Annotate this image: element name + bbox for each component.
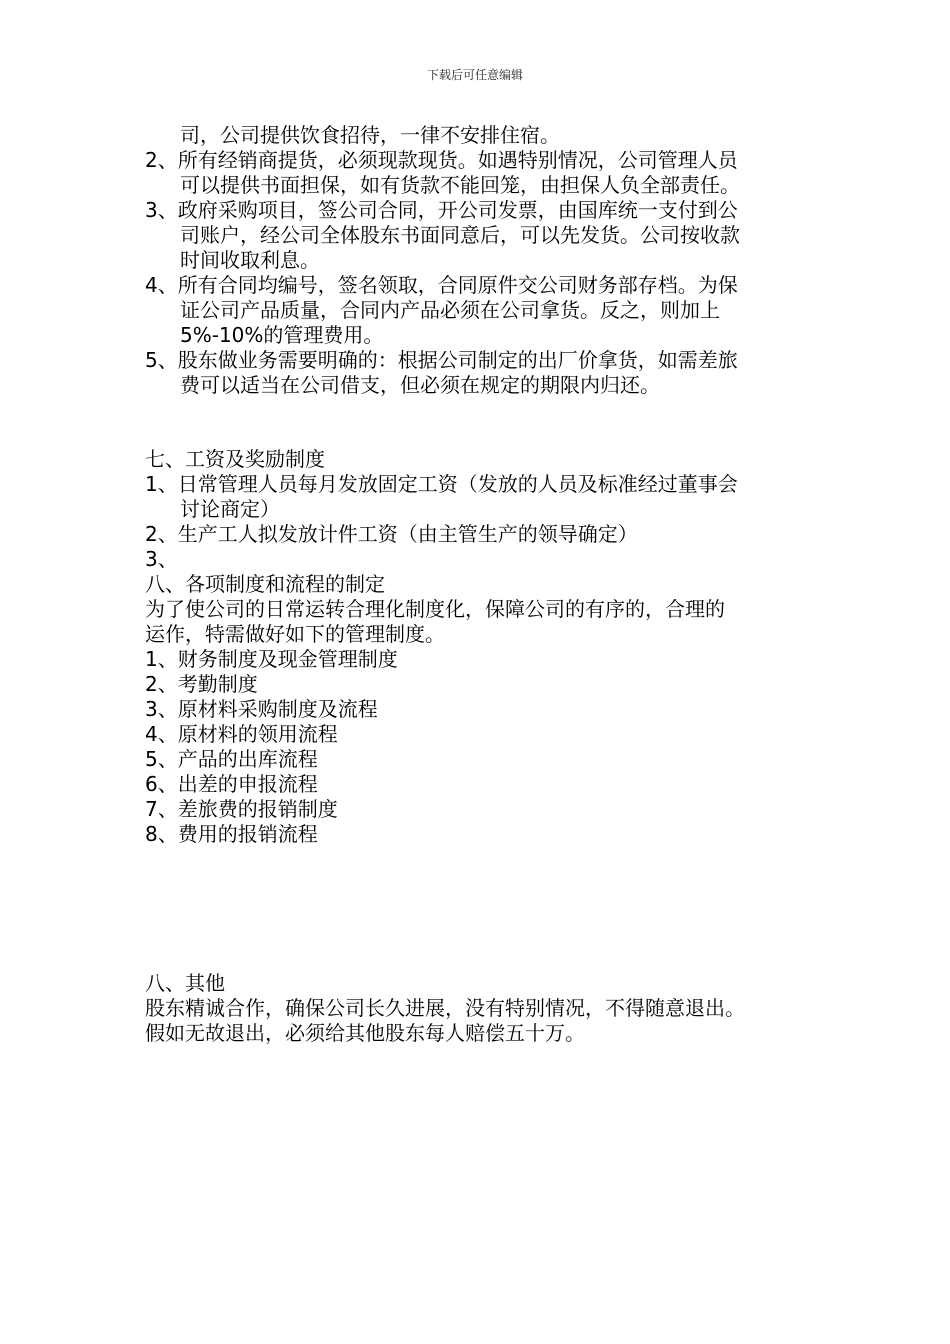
list-item-5-continuation: 费可以适当在公司借支，但必须在规定的期限内归还。 xyxy=(180,373,660,397)
list-item-2: 2、生产工人拟发放计件工资（由主管生产的领导确定） xyxy=(145,522,638,546)
list-item: 3、原材料采购制度及流程 xyxy=(145,697,378,721)
list-item: 8、费用的报销流程 xyxy=(145,822,318,846)
list-item-3-continuation: 时间收取利息。 xyxy=(180,248,320,272)
list-item-continuation: 司，公司提供饮食招待，一律不安排住宿。 xyxy=(180,123,560,147)
list-item-1: 1、日常管理人员每月发放固定工资（发放的人员及标准经过董事会 xyxy=(145,472,738,496)
section-heading-procedures: 八、各项制度和流程的制定 xyxy=(145,572,385,596)
section-heading-other: 八、其他 xyxy=(145,971,225,995)
list-item-2: 2、所有经销商提货，必须现款现货。如遇特别情况，公司管理人员 xyxy=(145,148,738,172)
section-intro: 为了使公司的日常运转合理化制度化，保障公司的有序的，合理的 xyxy=(145,597,725,621)
list-item: 6、出差的申报流程 xyxy=(145,772,318,796)
page-header: 下载后可任意编辑 xyxy=(426,68,523,82)
list-item-3-continuation: 司账户，经公司全体股东书面同意后，可以先发货。公司按收款 xyxy=(180,223,740,247)
list-item: 2、考勤制度 xyxy=(145,672,258,696)
list-item: 5、产品的出库流程 xyxy=(145,747,318,771)
list-item-5: 5、股东做业务需要明确的：根据公司制定的出厂价拿货，如需差旅 xyxy=(145,348,738,372)
list-item-4: 4、所有合同均编号，签名领取，合同原件交公司财务部存档。为保 xyxy=(145,273,738,297)
section-intro-continuation: 运作，特需做好如下的管理制度。 xyxy=(145,622,445,646)
list-item: 4、原材料的领用流程 xyxy=(145,722,338,746)
list-item-2-continuation: 可以提供书面担保，如有货款不能回笼，由担保人负全部责任。 xyxy=(180,173,740,197)
list-item-3: 3、 xyxy=(145,547,178,571)
list-item-3: 3、政府采购项目，签公司合同，开公司发票，由国库统一支付到公 xyxy=(145,198,738,222)
list-item-4-continuation: 证公司产品质量，合同内产品必须在公司拿货。反之，则加上 xyxy=(180,298,720,322)
section-heading-wages: 七、工资及奖励制度 xyxy=(145,447,325,471)
list-item: 7、差旅费的报销制度 xyxy=(145,797,338,821)
list-item-4-continuation: 5%-10%的管理费用。 xyxy=(180,323,384,347)
paragraph-continuation: 假如无故退出，必须给其他股东每人赔偿五十万。 xyxy=(145,1021,585,1045)
list-item-1-continuation: 讨论商定） xyxy=(180,497,280,521)
paragraph: 股东精诚合作，确保公司长久进展，没有特别情况，不得随意退出。 xyxy=(145,996,745,1020)
list-item: 1、财务制度及现金管理制度 xyxy=(145,647,398,671)
